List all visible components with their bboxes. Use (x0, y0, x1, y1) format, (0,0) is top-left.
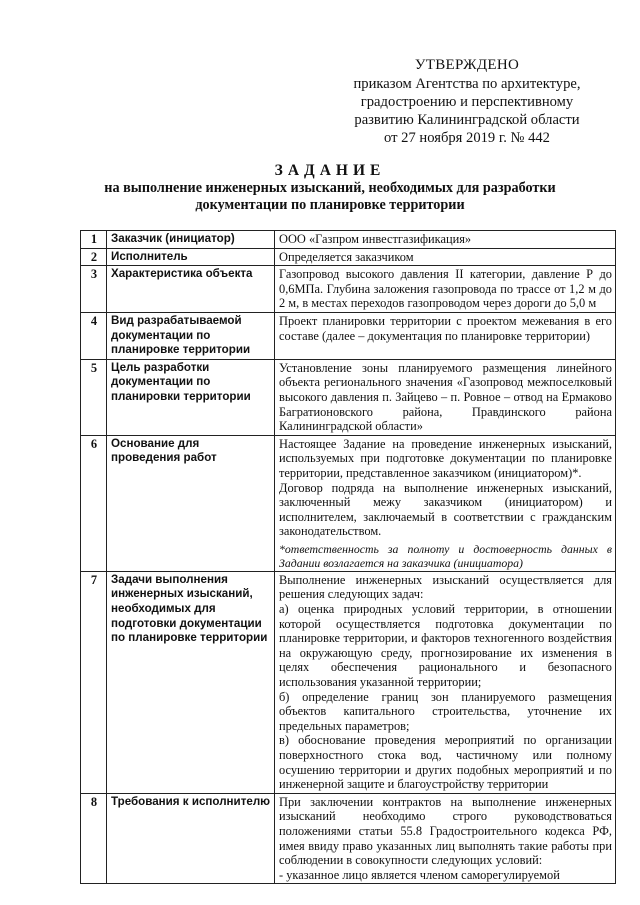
value-paragraph: Настоящее Задание на проведение инженерных изысканий, используемых при подготовке документации по планировке территории, представленное заказчиком (инициатором)*. (279, 436, 612, 480)
title-line: документации по планировке территории (195, 197, 465, 213)
value-paragraph: Газопровод высокого давления II категории, давление Р до 0,6МПа. Глубина заложения газопровода по трассе от 1,2 м до 2 м, в местах переходов газопроводом через дороги до 5,0 м (279, 267, 612, 311)
value-note: *ответственность за полноту и достоверность данных в Задании возлагается на заказчика (инициатора) (279, 541, 612, 570)
table-row (81, 571, 616, 793)
table-row (81, 248, 616, 266)
row-label: Заказчик (инициатор) (107, 231, 275, 249)
document-title (50, 162, 610, 214)
approval-line: от 27 ноября 2019 г. № 442 (384, 130, 550, 146)
table-row (81, 231, 616, 249)
task-table (80, 230, 616, 884)
row-label: Требования к исполнителю (107, 793, 275, 884)
value-paragraph: Выполнение инженерных изысканий осуществляется для решения следующих задач: (279, 572, 612, 602)
row-value (275, 312, 616, 359)
approval-heading: УТВЕРЖДЕНО (414, 57, 520, 73)
row-number: 5 (81, 359, 107, 435)
table-row (81, 312, 616, 359)
value-paragraph: б) определение границ зон планируемого размещения объектов капитального строительства, уточнение их предельных параметров; (279, 689, 612, 733)
approval-line: градостроению и перспективному (360, 94, 574, 110)
row-label: Цель разработки документации по планировки территории (107, 359, 275, 435)
approval-line: развитию Калининградской области (354, 112, 580, 128)
title-heading: ЗАДАНИЕ (274, 162, 386, 179)
table-row (81, 793, 616, 884)
row-label: Характеристика объекта (107, 266, 275, 313)
row-label: Задачи выполнения инженерных изысканий, необходимых для подготовки документации по планировке территории (107, 571, 275, 793)
value-paragraph: - указанное лицо является членом саморегулируемой (279, 867, 560, 882)
row-number: 7 (81, 571, 107, 793)
row-number: 1 (81, 231, 107, 249)
table-row (81, 359, 616, 435)
title-line: на выполнение инженерных изысканий, необходимых для разработки (104, 180, 556, 196)
value-paragraph: в) обоснование проведения мероприятий по организации поверхностного стока вод, частичному или полному осушению территории и других подобных мероприятий и по инженерной защите и благоустройству территории (279, 733, 612, 792)
row-number: 6 (81, 435, 107, 571)
value-paragraph: При заключении контрактов на выполнение инженерных изысканий необходимо строго руководствоваться положениями статьи 55.8 Градостроительного кодекса РФ, имея ввиду право указанных лиц выполнять такие работы при соблюдении в совокупности следующих условий: (279, 794, 612, 868)
approval-line: приказом Агентства по архитектуре, (353, 76, 581, 92)
row-value (275, 571, 616, 793)
row-label: Основание для проведения работ (107, 435, 275, 571)
row-value (275, 359, 616, 435)
value-paragraph: а) оценка природных условий территории, в отношении которой осуществляется подготовка документации по планировке территории, и факторов техногенного воздействия на окружающую среду, прогнозирование их изменения в целях обеспечения рационального и безопасного использования указанной территории; (279, 602, 612, 690)
row-number: 2 (81, 248, 107, 266)
table-row (81, 266, 616, 313)
row-value (275, 231, 616, 249)
row-label: Вид разрабатываемой документации по планировке территории (107, 312, 275, 359)
value-paragraph: ООО «Газпром инвестгазификация» (279, 232, 472, 246)
row-value (275, 793, 616, 884)
row-value (275, 248, 616, 266)
row-value (275, 435, 616, 571)
row-value (275, 266, 616, 313)
value-paragraph: Определяется заказчиком (279, 249, 414, 264)
value-paragraph: Договор подряда на выполнение инженерных изысканий, заключенный межу заказчиком (инициатором) и исполнителем, заключаемый в соответствии с гражданским законодательством. (279, 480, 612, 539)
row-label: Исполнитель (107, 248, 275, 266)
value-paragraph: Проект планировки территории с проектом межевания в его составе (далее – документация по планировке территории) (279, 313, 612, 343)
table-row (81, 435, 616, 571)
row-number: 8 (81, 793, 107, 884)
row-number: 3 (81, 266, 107, 313)
value-paragraph: Установление зоны планируемого размещения линейного объекта регионального значения «Газопровод межпоселковый высокого давления п. Зайцево – п. Ровное – отвод на Ермаково Багратионовского района, Правдинского района Калининградской области» (279, 360, 612, 434)
approval-block (332, 56, 602, 147)
row-number: 4 (81, 312, 107, 359)
